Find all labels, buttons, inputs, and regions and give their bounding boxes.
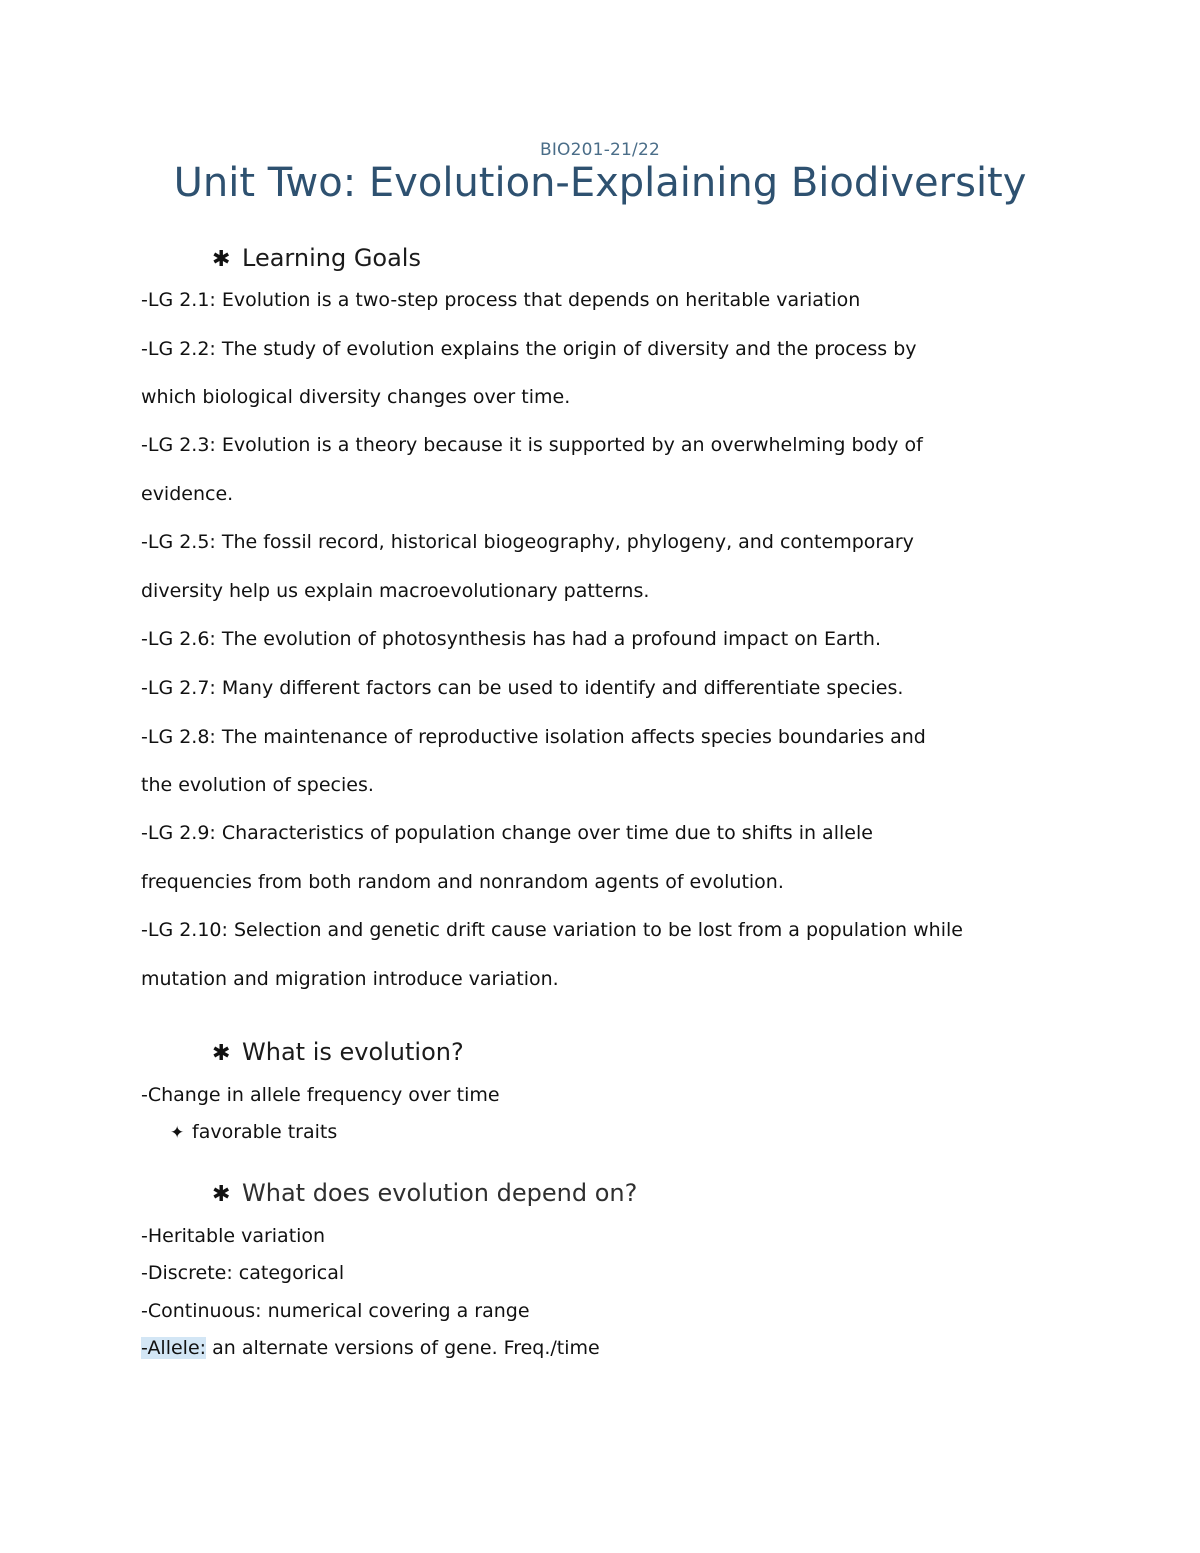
sub-list-item	[170, 1119, 337, 1146]
learning-goal-line: -LG 2.7: Many different factors can be used to identify and differentiate species.	[141, 677, 904, 699]
depends-line: -Continuous: numerical covering a range	[141, 1300, 530, 1322]
learning-goal-line: mutation and migration introduce variation.	[141, 968, 559, 990]
heading-what-is-evolution	[212, 1038, 464, 1066]
depends-line: -Heritable variation	[141, 1225, 326, 1247]
allele-term-highlight: -Allele:	[141, 1337, 207, 1359]
allele-definition	[141, 1335, 600, 1361]
heading-what-is-evolution-label: What is evolution?	[242, 1038, 464, 1066]
learning-goal-line: the evolution of species.	[141, 774, 374, 796]
depends-line: -Discrete: categorical	[141, 1262, 345, 1284]
learning-goal-line: -LG 2.8: The maintenance of reproductive isolation affects species boundaries and	[141, 726, 926, 748]
evolution-definition: -Change in allele frequency over time	[141, 1084, 500, 1106]
learning-goal-line: -LG 2.10: Selection and genetic drift cause variation to be lost from a population while	[141, 919, 963, 941]
learning-goal-line: frequencies from both random and nonrandom agents of evolution.	[141, 871, 784, 893]
learning-goal-line: diversity help us explain macroevolutionary patterns.	[141, 580, 650, 602]
star-icon: ✱	[212, 1182, 231, 1207]
page-title: Unit Two: Evolution-Explaining Biodiversity	[173, 160, 1027, 206]
course-code: BIO201-21/22	[539, 140, 661, 160]
heading-learning-goals-label: Learning Goals	[242, 244, 421, 272]
learning-goal-line: -LG 2.3: Evolution is a theory because it is supported by an overwhelming body of	[141, 434, 923, 456]
star-icon: ✱	[212, 1041, 231, 1066]
learning-goal-line: which biological diversity changes over time.	[141, 386, 571, 408]
learning-goal-line: -LG 2.9: Characteristics of population change over time due to shifts in allele	[141, 822, 873, 844]
four-point-star-icon: ✦	[170, 1123, 185, 1143]
learning-goal-line: -LG 2.5: The fossil record, historical biogeography, phylogeny, and contemporary	[141, 531, 914, 553]
sub-list-item-text: favorable traits	[192, 1121, 338, 1143]
heading-learning-goals	[212, 244, 421, 272]
learning-goal-line: -LG 2.6: The evolution of photosynthesis has had a profound impact on Earth.	[141, 628, 881, 650]
learning-goal-line: -LG 2.2: The study of evolution explains the origin of diversity and the process by	[141, 338, 917, 360]
heading-depend-on-label: What does evolution depend on?	[242, 1179, 638, 1207]
learning-goal-line: evidence.	[141, 483, 234, 505]
heading-what-does-evolution-depend-on	[212, 1179, 637, 1207]
learning-goal-line: -LG 2.1: Evolution is a two-step process that depends on heritable variation	[141, 289, 861, 311]
star-icon: ✱	[212, 247, 231, 272]
allele-definition-text: an alternate versions of gene. Freq./time	[206, 1337, 600, 1359]
